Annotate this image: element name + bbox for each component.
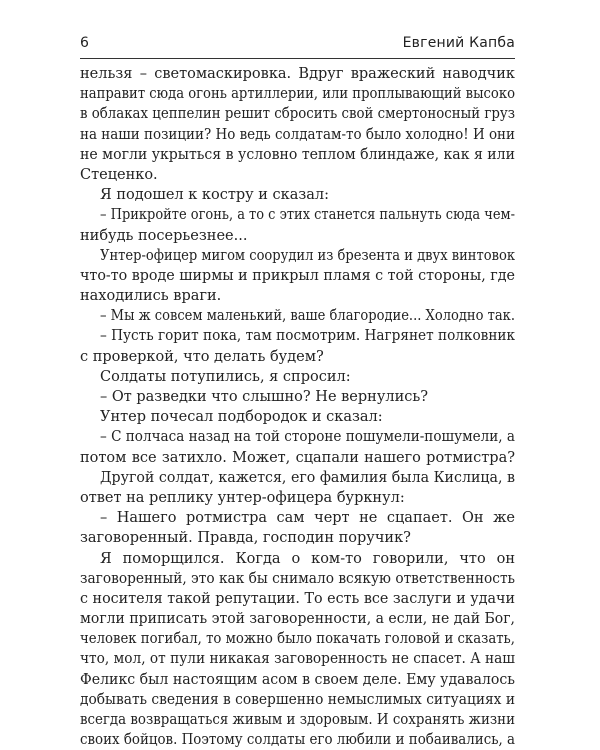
text-line [80, 104, 515, 124]
text-line [80, 145, 515, 165]
text-line [80, 306, 515, 326]
text-line [80, 488, 515, 508]
text-line-content: добывать сведения в совершенно немыслимых ситуациях и [80, 691, 515, 708]
text-line-content: нельзя – светомаскировка. Вдруг вражеский наводчик [80, 66, 515, 82]
text-line-content: – С полчаса назад на той стороне пошумели-пошумели, а [100, 429, 515, 446]
text-line [80, 185, 515, 205]
text-line [80, 125, 515, 145]
text-line [80, 286, 515, 306]
text-line [80, 528, 515, 548]
text-line-content: Я подошел к костру и сказал: [100, 187, 330, 204]
text-line [80, 629, 515, 649]
text-line-content: Стеценко. [80, 166, 158, 183]
header-rule [80, 58, 515, 59]
text-line [80, 549, 515, 569]
body-text [80, 64, 515, 750]
text-line [80, 347, 515, 367]
text-line [80, 508, 515, 528]
text-line [80, 84, 515, 104]
text-line-content: Унтер почесал подбородок и сказал: [100, 409, 383, 426]
text-line-content: Другой солдат, кажется, его фамилия была Кислица, в [100, 469, 515, 486]
text-line-content: человек погибал, то можно было покачать головой и сказать, [80, 631, 515, 648]
text-line [80, 710, 515, 730]
text-line [80, 448, 515, 468]
text-line [80, 589, 515, 609]
text-line-content: направит сюда огонь артиллерии, или проплывающий высоко [80, 86, 515, 103]
text-line-content: – Нашего ротмистра сам черт не сцапает. Он же [100, 510, 515, 527]
text-line [80, 64, 515, 84]
text-line-content: всегда возвращаться живым и здоровым. И сохранять жизни [80, 712, 515, 728]
text-line [80, 246, 515, 266]
text-line [80, 407, 515, 427]
text-line [80, 367, 515, 387]
text-line [80, 690, 515, 710]
text-line-content: Я поморщился. Когда о ком-то говорили, что он [100, 550, 515, 567]
text-line [80, 609, 515, 629]
text-line-content: потом все затихло. Может, сцапали нашего ротмистра? [80, 449, 515, 466]
text-line [80, 649, 515, 669]
text-line-content: нибудь посерьезнее... [80, 227, 248, 244]
text-line [80, 266, 515, 286]
running-title-author: Евгений Капба [402, 35, 515, 51]
text-line-content: ответ на реплику унтер-офицера буркнул: [80, 489, 405, 506]
text-line [80, 468, 515, 488]
text-line-content: – Прикройте огонь, а то с этих станется пальнуть сюда чем- [100, 207, 515, 224]
text-line [80, 165, 515, 185]
text-line-content: заговоренный, это как бы снимало всякую ответственность [80, 570, 515, 587]
text-line-content: с носителя такой репутации. То есть все заслуги и удачи [80, 590, 515, 607]
text-line [80, 730, 515, 750]
text-line-content: – От разведки что слышно? Не вернулись? [100, 389, 429, 405]
text-line-content: – Пусть горит пока, там посмотрим. Нагрянет полковник [100, 328, 515, 345]
text-line [80, 569, 515, 589]
text-line-content: в облаках цеппелин решит сбросить свой смертоносный груз [80, 106, 515, 123]
text-line-content: Солдаты потупились, я спросил: [100, 368, 351, 385]
text-line [80, 670, 515, 690]
text-line-content: Унтер-офицер мигом соорудил из брезента и двух винтовок [100, 247, 515, 264]
text-line [80, 326, 515, 346]
text-line-content: на наши позиции? Но ведь солдатам-то было холодно! И они [80, 126, 515, 143]
text-line [80, 205, 515, 225]
text-line-content: не могли укрыться в условно теплом блиндаже, как я или [80, 146, 515, 163]
text-line-content: находились враги. [80, 288, 222, 305]
text-line-content: что, мол, от пули никакая заговоренность не спасет. А наш [80, 651, 515, 668]
text-line-content: заговоренный. Правда, господин поручик? [80, 530, 411, 547]
text-line-content: – Мы ж совсем маленький, ваше благородие... Холодно так. [100, 308, 515, 325]
text-line [80, 226, 515, 246]
text-line-content: что-то вроде ширмы и прикрыл пламя с той стороны, где [80, 267, 515, 284]
text-line-content: своих бойцов. Поэтому солдаты его любили и побаивались, а [80, 732, 515, 749]
text-line [80, 387, 515, 407]
text-line-content: могли приписать этой заговоренности, а если, не дай Бог, [80, 611, 515, 628]
page-number: 6 [80, 35, 90, 51]
text-line [80, 427, 515, 447]
running-header [80, 33, 515, 55]
text-line-content: Феликс был настоящим асом в своем деле. Ему удавалось [80, 671, 515, 688]
text-line-content: с проверкой, что делать будем? [80, 348, 324, 365]
